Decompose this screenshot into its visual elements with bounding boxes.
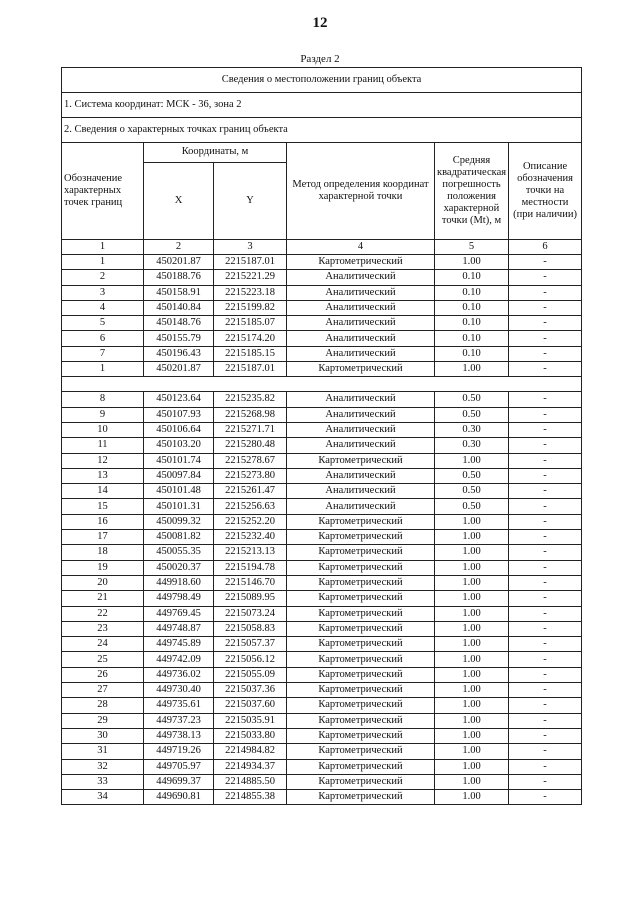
point-number: 1	[62, 362, 144, 377]
method-cell: Картометрический	[287, 713, 435, 728]
x-coordinate: 450201.87	[144, 255, 214, 270]
description-cell: -	[509, 759, 582, 774]
y-coordinate: 2215073.24	[214, 606, 287, 621]
x-coordinate: 450101.31	[144, 499, 214, 514]
description-cell: -	[509, 652, 582, 667]
y-coordinate: 2215252.20	[214, 514, 287, 529]
column-number: 6	[509, 240, 582, 255]
point-number: 22	[62, 606, 144, 621]
method-cell: Аналитический	[287, 285, 435, 300]
x-coordinate: 450101.48	[144, 484, 214, 499]
method-cell: Картометрический	[287, 453, 435, 468]
method-cell: Картометрический	[287, 606, 435, 621]
description-cell: -	[509, 270, 582, 285]
x-coordinate: 449745.89	[144, 637, 214, 652]
error-cell: 1.00	[435, 698, 509, 713]
point-number: 1	[62, 255, 144, 270]
point-number: 20	[62, 575, 144, 590]
error-cell: 1.00	[435, 759, 509, 774]
error-cell: 0.50	[435, 468, 509, 483]
description-cell: -	[509, 545, 582, 560]
x-coordinate: 450107.93	[144, 407, 214, 422]
y-coordinate: 2215174.20	[214, 331, 287, 346]
error-cell: 1.00	[435, 621, 509, 636]
table-row	[62, 438, 582, 453]
point-number: 30	[62, 728, 144, 743]
description-cell: -	[509, 591, 582, 606]
method-cell: Аналитический	[287, 407, 435, 422]
y-coordinate: 2215278.67	[214, 453, 287, 468]
table-row	[62, 774, 582, 789]
x-coordinate: 449742.09	[144, 652, 214, 667]
point-number: 23	[62, 621, 144, 636]
description-cell: -	[509, 453, 582, 468]
point-number: 21	[62, 591, 144, 606]
x-coordinate: 450155.79	[144, 331, 214, 346]
error-cell: 1.00	[435, 255, 509, 270]
error-cell: 0.10	[435, 346, 509, 361]
x-coordinate: 450140.84	[144, 300, 214, 315]
error-cell: 0.30	[435, 438, 509, 453]
x-coordinate: 450188.76	[144, 270, 214, 285]
description-cell: -	[509, 560, 582, 575]
x-coordinate: 449738.13	[144, 728, 214, 743]
table-row	[62, 591, 582, 606]
column-number: 1	[62, 240, 144, 255]
point-number: 4	[62, 300, 144, 315]
header-x: X	[144, 163, 214, 240]
column-number: 4	[287, 240, 435, 255]
y-coordinate: 2215232.40	[214, 530, 287, 545]
point-number: 6	[62, 331, 144, 346]
y-coordinate: 2215223.18	[214, 285, 287, 300]
description-cell: -	[509, 300, 582, 315]
method-cell: Картометрический	[287, 698, 435, 713]
table-title-row	[62, 68, 582, 93]
description-cell: -	[509, 468, 582, 483]
y-coordinate: 2215256.63	[214, 499, 287, 514]
table-row	[62, 698, 582, 713]
y-coordinate: 2215199.82	[214, 300, 287, 315]
method-cell: Аналитический	[287, 484, 435, 499]
header-description: Описание обозначения точки на местности (при наличии)	[509, 143, 582, 240]
y-coordinate: 2215185.15	[214, 346, 287, 361]
description-cell: -	[509, 744, 582, 759]
y-coordinate: 2215280.48	[214, 438, 287, 453]
y-coordinate: 2214885.50	[214, 774, 287, 789]
table-title: Сведения о местоположении границ объекта	[62, 68, 582, 93]
x-coordinate: 450020.37	[144, 560, 214, 575]
description-cell: -	[509, 285, 582, 300]
description-cell: -	[509, 530, 582, 545]
point-number: 3	[62, 285, 144, 300]
table-row	[62, 514, 582, 529]
error-cell: 1.00	[435, 545, 509, 560]
header-method: Метод определения координат характерной точки	[287, 143, 435, 240]
method-cell: Аналитический	[287, 392, 435, 407]
section-label: Раздел 2	[300, 53, 340, 65]
error-cell: 0.50	[435, 392, 509, 407]
table-row	[62, 606, 582, 621]
header-y: Y	[214, 163, 287, 240]
x-coordinate: 449719.26	[144, 744, 214, 759]
method-cell: Картометрический	[287, 790, 435, 805]
contour-separator	[62, 377, 582, 392]
table-row	[62, 545, 582, 560]
y-coordinate: 2214984.82	[214, 744, 287, 759]
column-number: 2	[144, 240, 214, 255]
table-row	[62, 484, 582, 499]
y-coordinate: 2214855.38	[214, 790, 287, 805]
error-cell: 1.00	[435, 790, 509, 805]
y-coordinate: 2215185.07	[214, 316, 287, 331]
error-cell: 1.00	[435, 575, 509, 590]
table-row	[62, 331, 582, 346]
x-coordinate: 449735.61	[144, 698, 214, 713]
y-coordinate: 2215089.95	[214, 591, 287, 606]
description-cell: -	[509, 255, 582, 270]
method-cell: Аналитический	[287, 331, 435, 346]
method-cell: Картометрический	[287, 530, 435, 545]
point-number: 17	[62, 530, 144, 545]
x-coordinate: 449769.45	[144, 606, 214, 621]
table-row	[62, 560, 582, 575]
error-cell: 1.00	[435, 560, 509, 575]
table-row	[62, 683, 582, 698]
y-coordinate: 2215235.82	[214, 392, 287, 407]
x-coordinate: 449798.49	[144, 591, 214, 606]
error-cell: 1.00	[435, 453, 509, 468]
method-cell: Картометрический	[287, 591, 435, 606]
points-table-body	[62, 68, 582, 805]
point-number: 24	[62, 637, 144, 652]
y-coordinate: 2215035.91	[214, 713, 287, 728]
table-row	[62, 270, 582, 285]
description-cell: -	[509, 438, 582, 453]
table-row	[62, 637, 582, 652]
y-coordinate: 2215055.09	[214, 667, 287, 682]
method-cell: Аналитический	[287, 499, 435, 514]
error-cell: 1.00	[435, 728, 509, 743]
x-coordinate: 450103.20	[144, 438, 214, 453]
header-row-top	[62, 143, 582, 163]
y-coordinate: 2215221.29	[214, 270, 287, 285]
table-row	[62, 407, 582, 422]
error-cell: 1.00	[435, 744, 509, 759]
description-cell: -	[509, 331, 582, 346]
header-designation: Обозначение характерных точек границ	[62, 143, 144, 240]
header-coordinates: Координаты, м	[144, 143, 287, 163]
description-cell: -	[509, 499, 582, 514]
error-cell: 1.00	[435, 362, 509, 377]
point-number: 18	[62, 545, 144, 560]
table-row	[62, 728, 582, 743]
error-cell: 1.00	[435, 713, 509, 728]
error-cell: 0.10	[435, 300, 509, 315]
y-coordinate: 2215033.80	[214, 728, 287, 743]
method-cell: Картометрический	[287, 744, 435, 759]
error-cell: 0.10	[435, 285, 509, 300]
table-row	[62, 316, 582, 331]
column-number: 3	[214, 240, 287, 255]
error-cell: 0.10	[435, 316, 509, 331]
point-number: 29	[62, 713, 144, 728]
description-cell: -	[509, 606, 582, 621]
description-cell: -	[509, 316, 582, 331]
point-number: 31	[62, 744, 144, 759]
contour-separator-row	[62, 377, 582, 392]
coord-system-row	[62, 93, 582, 118]
table-row	[62, 667, 582, 682]
point-number: 25	[62, 652, 144, 667]
x-coordinate: 450201.87	[144, 362, 214, 377]
method-cell: Картометрический	[287, 667, 435, 682]
description-cell: -	[509, 422, 582, 437]
y-coordinate: 2215194.78	[214, 560, 287, 575]
y-coordinate: 2215058.83	[214, 621, 287, 636]
description-cell: -	[509, 514, 582, 529]
error-cell: 0.30	[435, 422, 509, 437]
y-coordinate: 2215056.12	[214, 652, 287, 667]
table-row	[62, 468, 582, 483]
table-row	[62, 285, 582, 300]
x-coordinate: 450123.64	[144, 392, 214, 407]
point-number: 33	[62, 774, 144, 789]
points-heading: 2. Сведения о характерных точках границ объекта	[62, 118, 582, 143]
error-cell: 1.00	[435, 667, 509, 682]
table-row	[62, 346, 582, 361]
method-cell: Картометрический	[287, 560, 435, 575]
point-number: 27	[62, 683, 144, 698]
column-numbers-row	[62, 240, 582, 255]
table-row	[62, 744, 582, 759]
error-cell: 0.50	[435, 499, 509, 514]
table-row	[62, 362, 582, 377]
point-number: 2	[62, 270, 144, 285]
description-cell: -	[509, 362, 582, 377]
description-cell: -	[509, 346, 582, 361]
x-coordinate: 450158.91	[144, 285, 214, 300]
error-cell: 1.00	[435, 514, 509, 529]
method-cell: Аналитический	[287, 438, 435, 453]
header-error: Средняя квадратическая погрешность положения характерной точки (Mt), м	[435, 143, 509, 240]
error-cell: 1.00	[435, 652, 509, 667]
y-coordinate: 2215187.01	[214, 255, 287, 270]
coord-system: 1. Система координат: МСК - 36, зона 2	[62, 93, 582, 118]
point-number: 9	[62, 407, 144, 422]
method-cell: Картометрический	[287, 255, 435, 270]
description-cell: -	[509, 392, 582, 407]
method-cell: Картометрический	[287, 774, 435, 789]
x-coordinate: 450097.84	[144, 468, 214, 483]
method-cell: Картометрический	[287, 362, 435, 377]
points-table	[61, 67, 582, 805]
x-coordinate: 450106.64	[144, 422, 214, 437]
description-cell: -	[509, 484, 582, 499]
table-row	[62, 392, 582, 407]
table-row	[62, 499, 582, 514]
error-cell: 0.10	[435, 331, 509, 346]
point-number: 19	[62, 560, 144, 575]
point-number: 13	[62, 468, 144, 483]
point-number: 34	[62, 790, 144, 805]
error-cell: 1.00	[435, 591, 509, 606]
y-coordinate: 2215146.70	[214, 575, 287, 590]
error-cell: 0.50	[435, 407, 509, 422]
description-cell: -	[509, 698, 582, 713]
method-cell: Картометрический	[287, 652, 435, 667]
point-number: 14	[62, 484, 144, 499]
table-row	[62, 652, 582, 667]
error-cell: 0.50	[435, 484, 509, 499]
description-cell: -	[509, 575, 582, 590]
method-cell: Картометрический	[287, 575, 435, 590]
column-number: 5	[435, 240, 509, 255]
points-heading-row	[62, 118, 582, 143]
x-coordinate: 449730.40	[144, 683, 214, 698]
description-cell: -	[509, 790, 582, 805]
description-cell: -	[509, 621, 582, 636]
table-row	[62, 713, 582, 728]
x-coordinate: 449736.02	[144, 667, 214, 682]
y-coordinate: 2215057.37	[214, 637, 287, 652]
point-number: 5	[62, 316, 144, 331]
point-number: 10	[62, 422, 144, 437]
y-coordinate: 2215213.13	[214, 545, 287, 560]
x-coordinate: 450148.76	[144, 316, 214, 331]
y-coordinate: 2215037.60	[214, 698, 287, 713]
table-row	[62, 530, 582, 545]
x-coordinate: 449705.97	[144, 759, 214, 774]
table-row	[62, 759, 582, 774]
x-coordinate: 449737.23	[144, 713, 214, 728]
x-coordinate: 450101.74	[144, 453, 214, 468]
point-number: 16	[62, 514, 144, 529]
y-coordinate: 2215273.80	[214, 468, 287, 483]
method-cell: Картометрический	[287, 683, 435, 698]
method-cell: Аналитический	[287, 346, 435, 361]
x-coordinate: 450099.32	[144, 514, 214, 529]
y-coordinate: 2215268.98	[214, 407, 287, 422]
x-coordinate: 449690.81	[144, 790, 214, 805]
table-row	[62, 300, 582, 315]
point-number: 32	[62, 759, 144, 774]
point-number: 8	[62, 392, 144, 407]
description-cell: -	[509, 774, 582, 789]
description-cell: -	[509, 637, 582, 652]
method-cell: Картометрический	[287, 637, 435, 652]
y-coordinate: 2215261.47	[214, 484, 287, 499]
y-coordinate: 2215037.36	[214, 683, 287, 698]
description-cell: -	[509, 407, 582, 422]
error-cell: 1.00	[435, 774, 509, 789]
method-cell: Картометрический	[287, 728, 435, 743]
x-coordinate: 450081.82	[144, 530, 214, 545]
description-cell: -	[509, 728, 582, 743]
point-number: 12	[62, 453, 144, 468]
table-row	[62, 790, 582, 805]
error-cell: 1.00	[435, 530, 509, 545]
table-row	[62, 621, 582, 636]
error-cell: 1.00	[435, 637, 509, 652]
table-row	[62, 575, 582, 590]
table-row	[62, 453, 582, 468]
point-number: 15	[62, 499, 144, 514]
description-cell: -	[509, 713, 582, 728]
x-coordinate: 450055.35	[144, 545, 214, 560]
method-cell: Картометрический	[287, 621, 435, 636]
point-number: 11	[62, 438, 144, 453]
x-coordinate: 449699.37	[144, 774, 214, 789]
y-coordinate: 2215187.01	[214, 362, 287, 377]
x-coordinate: 449748.87	[144, 621, 214, 636]
method-cell: Картометрический	[287, 545, 435, 560]
method-cell: Аналитический	[287, 422, 435, 437]
table-row	[62, 255, 582, 270]
y-coordinate: 2214934.37	[214, 759, 287, 774]
x-coordinate: 449918.60	[144, 575, 214, 590]
point-number: 26	[62, 667, 144, 682]
x-coordinate: 450196.43	[144, 346, 214, 361]
point-number: 28	[62, 698, 144, 713]
method-cell: Аналитический	[287, 468, 435, 483]
table-row	[62, 422, 582, 437]
method-cell: Картометрический	[287, 514, 435, 529]
method-cell: Аналитический	[287, 300, 435, 315]
method-cell: Аналитический	[287, 270, 435, 285]
description-cell: -	[509, 683, 582, 698]
method-cell: Аналитический	[287, 316, 435, 331]
point-number: 7	[62, 346, 144, 361]
method-cell: Картометрический	[287, 759, 435, 774]
page-number: 12	[312, 15, 328, 31]
error-cell: 0.10	[435, 270, 509, 285]
error-cell: 1.00	[435, 606, 509, 621]
error-cell: 1.00	[435, 683, 509, 698]
y-coordinate: 2215271.71	[214, 422, 287, 437]
description-cell: -	[509, 667, 582, 682]
